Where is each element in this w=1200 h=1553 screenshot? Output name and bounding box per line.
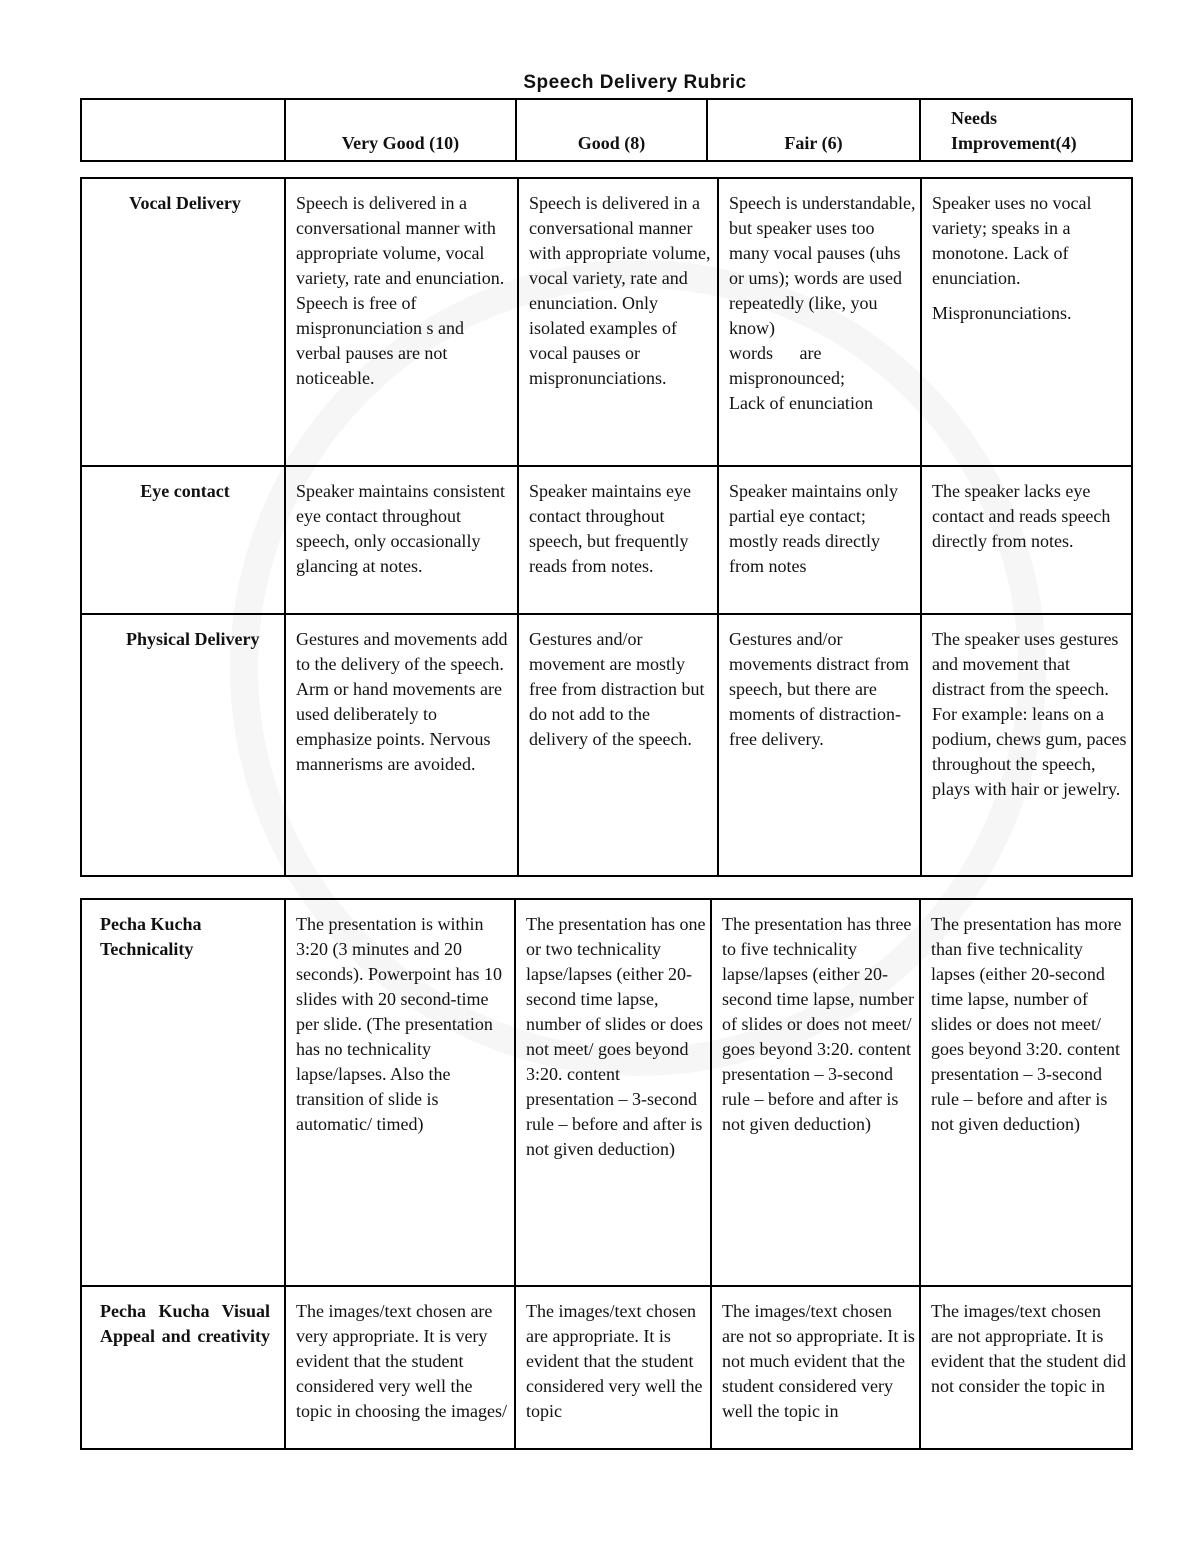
header-good: Good (8) — [516, 99, 707, 161]
cell-text: words are mispronounced; — [729, 343, 845, 388]
table-row — [81, 614, 1132, 876]
cell-technicality-very-good: The presentation is within 3:20 (3 minutes and 20 seconds). Powerpoint has 10 slides with 20 second-time per slide. (The presentation has no technicality lapse/lapses. Also the transition of slide is automatic/ timed) — [285, 899, 515, 1286]
rubric-header-table — [80, 98, 1133, 162]
header-needs-improvement: Needs Improvement(4) — [920, 99, 1132, 161]
cell-visual-fair: The images/text chosen are not so appropriate. It is not much evident that the student considered very well the topic in — [711, 1286, 920, 1449]
cell-eye-needs-improvement: The speaker lacks eye contact and reads speech directly from notes. — [921, 466, 1132, 614]
cell-physical-fair: Gestures and/or movements distract from speech, but there are moments of distraction-free delivery. — [718, 614, 921, 876]
cell-vocal-very-good — [285, 178, 518, 466]
page-title: Speech Delivery Rubric — [523, 72, 747, 93]
cell-technicality-fair: The presentation has three to five technicality lapse/lapses (either 20- second time lapse, number of slides or does not meet/ goes beyond 3:20. content presentation – 3-second rule – before and after is not given deduction) — [711, 899, 920, 1286]
rubric-table-delivery — [80, 177, 1133, 877]
cell-text: Speech is understandable, but speaker uses too many vocal pauses (uhs or ums); words are used repeatedly (like, you know) — [729, 193, 916, 338]
criterion-vocal-delivery: Vocal Delivery — [81, 178, 285, 466]
cell-eye-good: Speaker maintains eye contact throughout speech, but frequently reads from notes. — [518, 466, 718, 614]
header-very-good: Very Good (10) — [285, 99, 516, 161]
cell-eye-fair: Speaker maintains only partial eye contact; mostly reads directly from notes — [718, 466, 921, 614]
cell-visual-good: The images/text chosen are appropriate. It is evident that the student considered very well the topic — [515, 1286, 711, 1449]
cell-eye-very-good: Speaker maintains consistent eye contact throughout speech, only occasionally glancing at notes. — [285, 466, 518, 614]
cell-text: Speech is free of mispronunciation s and verbal pauses are not noticeable. — [296, 293, 464, 388]
header-fair: Fair (6) — [707, 99, 920, 161]
cell-technicality-needs-improvement: The presentation has more than five technicality lapses (either 20-second time lapse, number of slides or does not meet/ goes beyond 3:20. content presentation – 3-second rule – before and after is not given deduction) — [920, 899, 1132, 1286]
table-row — [81, 899, 1132, 1286]
cell-vocal-fair — [718, 178, 921, 466]
cell-visual-needs-improvement: The images/text chosen are not appropriate. It is evident that the student did not consider the topic in — [920, 1286, 1132, 1449]
header-blank-cell — [81, 99, 285, 161]
rubric-table-pecha-kucha — [80, 898, 1133, 1450]
cell-technicality-good: The presentation has one or two technicality lapse/lapses (either 20-second time lapse, number of slides or does not meet/ goes beyond 3:20. content presentation – 3-second rule – before and after is not given deduction) — [515, 899, 711, 1286]
cell-visual-very-good: The images/text chosen are very appropriate. It is very evident that the student considered very well the topic in choosing the images/ — [285, 1286, 515, 1449]
cell-text: Speech is delivered in a conversational manner with appropriate volume, vocal variety, rate and enunciation. — [296, 193, 505, 288]
criterion-pecha-kucha-visual-appeal: Pecha Kucha Visual Appeal and creativity — [81, 1286, 285, 1449]
table-row — [81, 178, 1132, 466]
cell-physical-needs-improvement: The speaker uses gestures and movement that distract from the speech. For example: leans on a podium, chews gum, paces throughout the speech, plays with hair or jewelry. — [921, 614, 1132, 876]
criterion-eye-contact: Eye contact — [81, 466, 285, 614]
criterion-pecha-kucha-technicality: Pecha Kucha Technicality — [81, 899, 285, 1286]
table-row — [81, 1286, 1132, 1449]
cell-text: Lack of enunciation — [729, 393, 873, 413]
cell-physical-good: Gestures and/or movement are mostly free from distraction but do not add to the delivery of the speech. — [518, 614, 718, 876]
criterion-physical-delivery: Physical Delivery — [81, 614, 285, 876]
cell-text: Speaker uses no vocal variety; speaks in a monotone. Lack of enunciation. — [932, 193, 1092, 288]
cell-text: Mispronunciations. — [932, 303, 1072, 323]
cell-vocal-needs-improvement — [921, 178, 1132, 466]
cell-vocal-good: Speech is delivered in a conversational manner with appropriate volume, vocal variety, rate and enunciation. Only isolated examples of vocal pauses or mispronunciations. — [518, 178, 718, 466]
table-row — [81, 466, 1132, 614]
cell-physical-very-good: Gestures and movements add to the delivery of the speech. Arm or hand movements are used deliberately to emphasize points. Nervous mannerisms are avoided. — [285, 614, 518, 876]
